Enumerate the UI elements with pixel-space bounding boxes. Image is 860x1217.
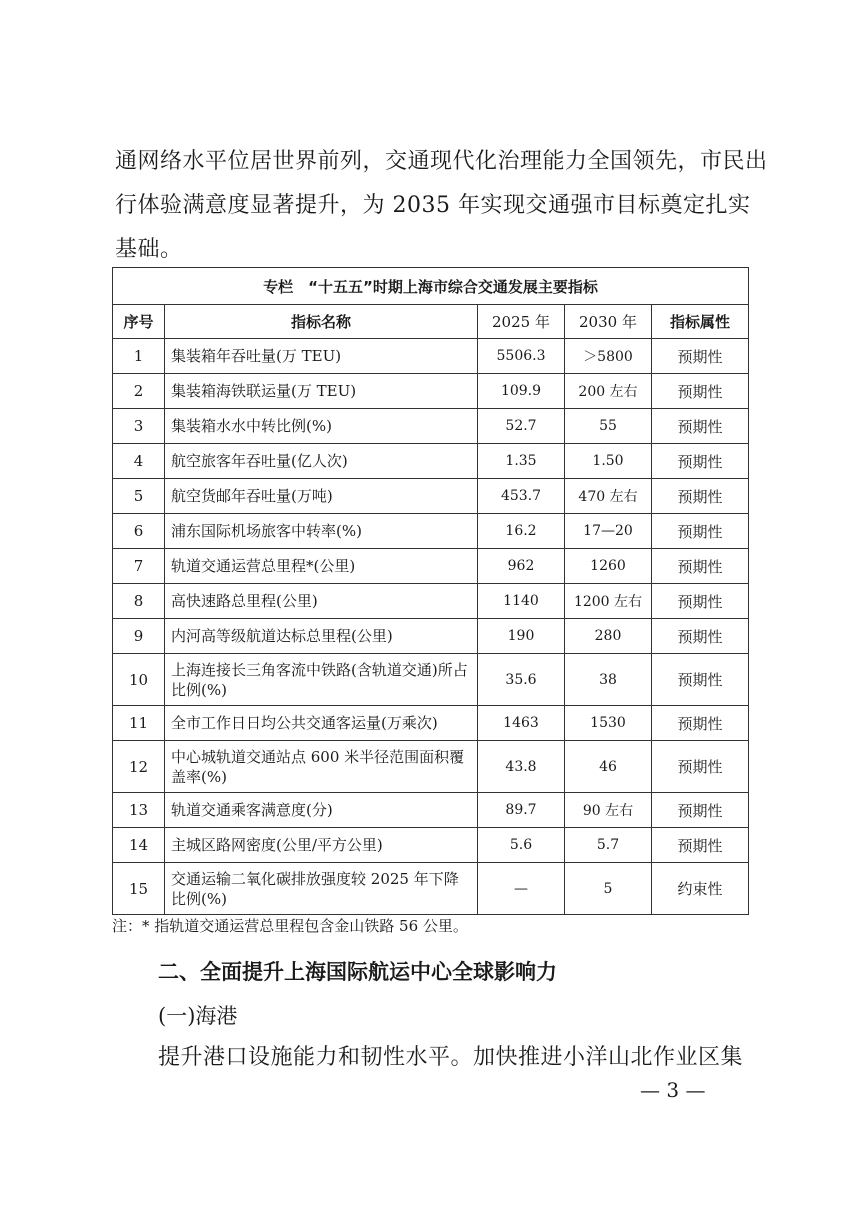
cell-2025: 5506.3 [478,339,565,374]
cell-2025: 16.2 [478,514,565,549]
cell-2030: 38 [565,654,652,706]
cell-seq: 14 [113,828,165,863]
cell-seq: 7 [113,549,165,584]
cell-name: 全市工作日日均公共交通客运量(万乘次) [165,706,478,741]
cell-name: 航空旅客年吞吐量(亿人次) [165,444,478,479]
cell-seq: 2 [113,374,165,409]
table-row [113,374,749,409]
cell-2030: 90 左右 [565,793,652,828]
table-note: 注：* 指轨道交通运营总里程包含金山铁路 56 公里。 [112,917,468,935]
header-2030: 2030 年 [565,305,652,339]
cell-2030: 1.50 [565,444,652,479]
cell-name: 中心城轨道交通站点 600 米半径范围面积覆盖率(%) [165,741,478,793]
cell-2025: 1463 [478,706,565,741]
subsection-heading: (一)海港 [158,1004,238,1028]
table-row [113,654,749,706]
cell-2025: 109.9 [478,374,565,409]
cell-seq: 10 [113,654,165,706]
table-row [113,514,749,549]
header-name: 指标名称 [165,305,478,339]
table-header-row [113,305,749,339]
cell-seq: 11 [113,706,165,741]
table-row [113,479,749,514]
cell-2030: ＞5800 [565,339,652,374]
cell-2025: 1140 [478,584,565,619]
header-attr: 指标属性 [652,305,749,339]
cell-seq: 15 [113,863,165,915]
cell-name: 集装箱水水中转比例(%) [165,409,478,444]
intro-line: 行体验满意度显著提升，为 2035 年实现交通强市目标奠定扎实 [115,193,751,218]
intro-line: 基础。 [115,237,183,262]
cell-attr: 预期性 [652,706,749,741]
cell-name: 轨道交通乘客满意度(分) [165,793,478,828]
cell-2025: — [478,863,565,915]
cell-name: 轨道交通运营总里程*(公里) [165,549,478,584]
header-2025: 2025 年 [478,305,565,339]
cell-2030: 46 [565,741,652,793]
cell-attr: 预期性 [652,549,749,584]
cell-attr: 预期性 [652,339,749,374]
cell-2030: 5 [565,863,652,915]
table-caption: 专栏 “十五五”时期上海市综合交通发展主要指标 [113,268,749,305]
cell-name: 内河高等级航道达标总里程(公里) [165,619,478,654]
cell-seq: 4 [113,444,165,479]
intro-paragraph [115,140,768,272]
cell-2025: 962 [478,549,565,584]
cell-2030: 17—20 [565,514,652,549]
cell-attr: 预期性 [652,654,749,706]
table-row [113,549,749,584]
table-row [113,828,749,863]
cell-attr: 预期性 [652,828,749,863]
cell-seq: 6 [113,514,165,549]
cell-name: 集装箱年吞吐量(万 TEU) [165,339,478,374]
table-caption-row [113,268,749,305]
cell-name: 主城区路网密度(公里/平方公里) [165,828,478,863]
cell-name: 上海连接长三角客流中铁路(含轨道交通)所占比例(%) [165,654,478,706]
table-row [113,706,749,741]
cell-2025: 89.7 [478,793,565,828]
table-row [113,409,749,444]
cell-name: 航空货邮年吞吐量(万吨) [165,479,478,514]
cell-2030: 5.7 [565,828,652,863]
body-paragraph: 提升港口设施能力和韧性水平。加快推进小洋山北作业区集 [158,1045,744,1070]
cell-attr: 预期性 [652,479,749,514]
cell-2025: 453.7 [478,479,565,514]
cell-attr: 预期性 [652,741,749,793]
cell-name: 交通运输二氧化碳排放强度较 2025 年下降比例(%) [165,863,478,915]
cell-attr: 预期性 [652,514,749,549]
cell-seq: 3 [113,409,165,444]
table-row [113,339,749,374]
cell-2025: 1.35 [478,444,565,479]
table-row [113,863,749,915]
cell-seq: 13 [113,793,165,828]
cell-2030: 1260 [565,549,652,584]
cell-2030: 55 [565,409,652,444]
cell-attr: 约束性 [652,863,749,915]
indicators-table [112,267,749,915]
cell-name: 高快速路总里程(公里) [165,584,478,619]
table-row [113,793,749,828]
cell-2025: 190 [478,619,565,654]
header-seq: 序号 [113,305,165,339]
cell-seq: 5 [113,479,165,514]
cell-name: 浦东国际机场旅客中转率(%) [165,514,478,549]
cell-seq: 9 [113,619,165,654]
cell-seq: 8 [113,584,165,619]
cell-attr: 预期性 [652,793,749,828]
cell-attr: 预期性 [652,409,749,444]
table-row [113,444,749,479]
cell-2030: 1200 左右 [565,584,652,619]
cell-2030: 1530 [565,706,652,741]
intro-line: 通网络水平位居世界前列，交通现代化治理能力全国领先，市民出 [115,149,768,174]
cell-2025: 5.6 [478,828,565,863]
cell-seq: 1 [113,339,165,374]
cell-attr: 预期性 [652,619,749,654]
cell-attr: 预期性 [652,374,749,409]
table-row [113,741,749,793]
cell-2030: 200 左右 [565,374,652,409]
cell-2025: 43.8 [478,741,565,793]
cell-attr: 预期性 [652,444,749,479]
table-row [113,619,749,654]
cell-2030: 280 [565,619,652,654]
cell-2025: 52.7 [478,409,565,444]
page-number: — 3 — [640,1078,706,1102]
cell-2030: 470 左右 [565,479,652,514]
cell-attr: 预期性 [652,584,749,619]
table-row [113,584,749,619]
cell-name: 集装箱海铁联运量(万 TEU) [165,374,478,409]
cell-seq: 12 [113,741,165,793]
cell-2025: 35.6 [478,654,565,706]
section-heading: 二、全面提升上海国际航运中心全球影响力 [158,960,557,984]
